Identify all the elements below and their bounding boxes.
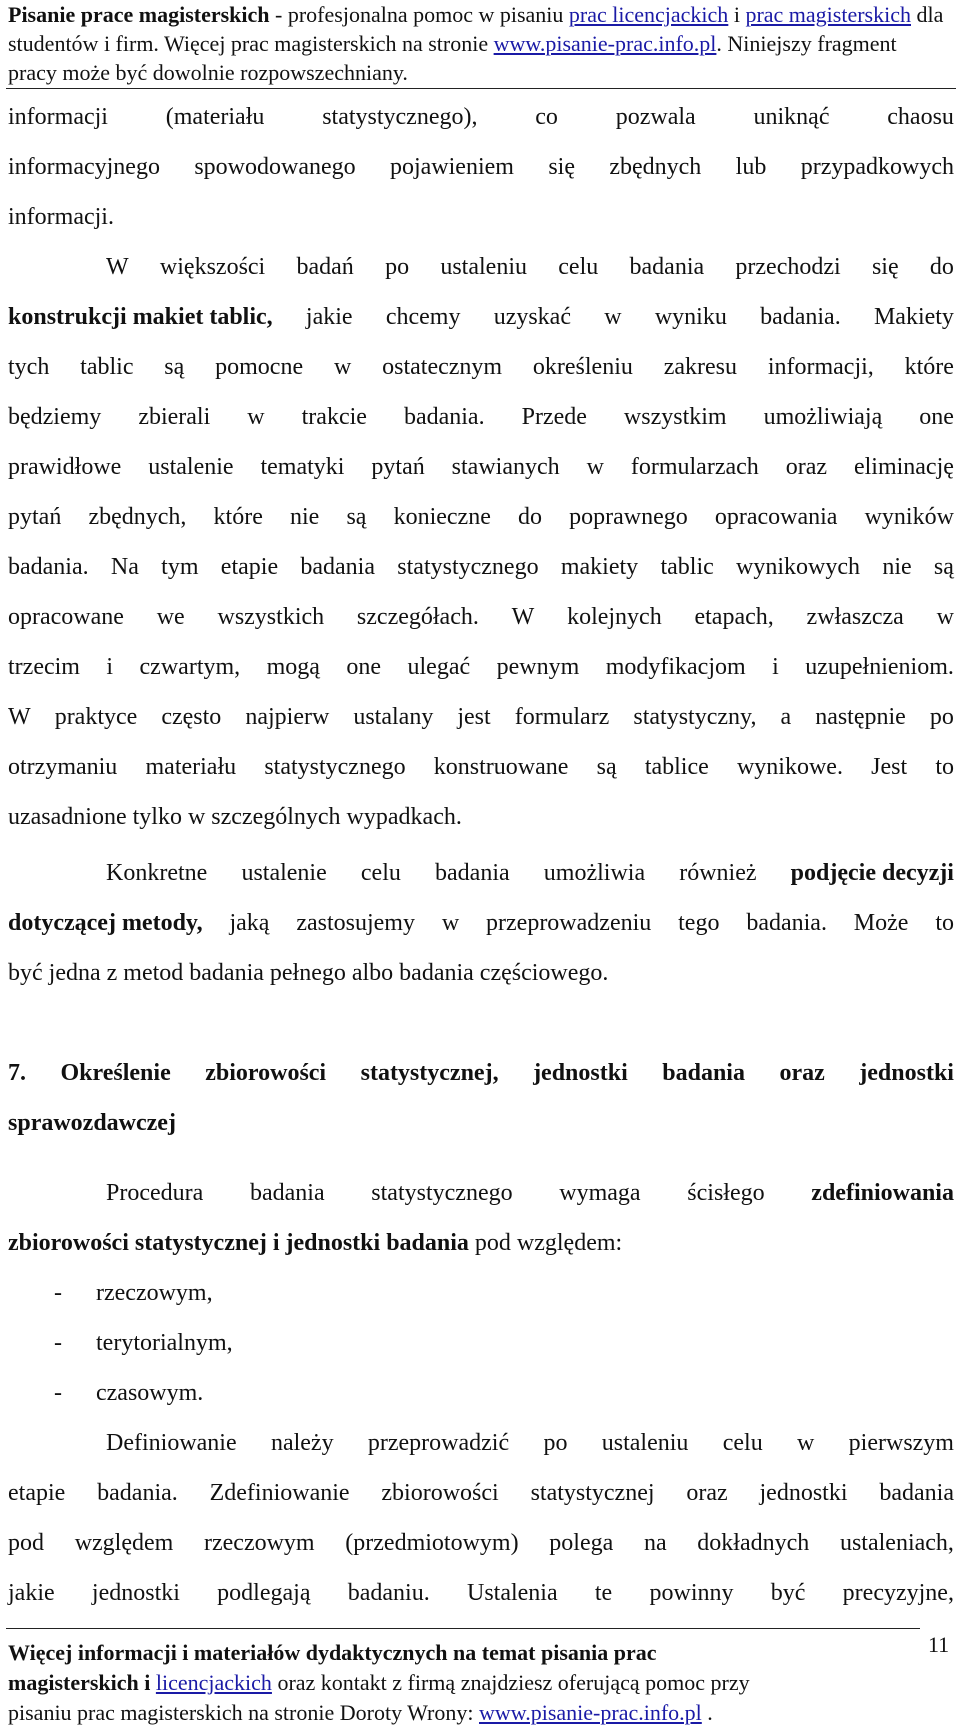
bold-phrase: konstrukcji makiet tablic, bbox=[8, 304, 273, 330]
word: umożliwiają bbox=[763, 404, 883, 430]
text-line bbox=[8, 304, 954, 331]
text-line bbox=[8, 1530, 954, 1557]
word: lub bbox=[735, 154, 767, 180]
word: one bbox=[919, 404, 954, 430]
word: powinny bbox=[649, 1580, 734, 1606]
list-dash: - bbox=[54, 1330, 62, 1356]
word: uniknąć bbox=[753, 104, 830, 130]
word bbox=[8, 304, 273, 331]
word: eliminację bbox=[853, 454, 954, 480]
word: jakie bbox=[305, 304, 353, 330]
word: etapie bbox=[8, 1480, 66, 1506]
footer-bold-text: magisterskich i bbox=[8, 1670, 156, 1695]
word bbox=[791, 860, 954, 887]
text-line bbox=[8, 154, 954, 181]
word: Jest bbox=[871, 754, 908, 780]
word: to bbox=[935, 910, 954, 936]
word: pojawieniem bbox=[389, 154, 514, 180]
word: (materiału bbox=[165, 104, 265, 130]
text-line: uzasadnione tylko w szczególnych wypadkach. bbox=[8, 804, 462, 830]
text-line bbox=[106, 254, 954, 281]
list-dash: - bbox=[54, 1380, 62, 1406]
word: być bbox=[770, 1580, 806, 1606]
word: do bbox=[929, 254, 954, 280]
word: ustaleniu bbox=[440, 254, 527, 280]
word: celu bbox=[722, 1430, 763, 1456]
word: po bbox=[543, 1430, 568, 1456]
text-line bbox=[8, 604, 954, 631]
header-link-magisterskich[interactable]: prac magisterskich bbox=[745, 2, 911, 27]
word: celu bbox=[558, 254, 599, 280]
header-divider bbox=[6, 88, 956, 89]
word: badania. bbox=[760, 304, 841, 330]
header-title: Pisanie prace magisterskich bbox=[8, 2, 270, 27]
word: wymaga bbox=[559, 1180, 641, 1206]
text-line bbox=[8, 654, 954, 681]
word: nie bbox=[289, 504, 320, 530]
text-line: informacji. bbox=[8, 204, 114, 230]
text-run: pod względem: bbox=[468, 1230, 623, 1256]
word: W bbox=[511, 604, 535, 630]
text-line bbox=[8, 554, 954, 581]
word: statystycznego bbox=[264, 754, 406, 780]
word bbox=[811, 1180, 954, 1207]
word: badania. bbox=[8, 554, 89, 580]
word: wynikowych bbox=[736, 554, 861, 580]
word: po bbox=[385, 254, 410, 280]
word: kolejnych bbox=[567, 604, 662, 630]
word: i bbox=[772, 654, 779, 680]
word: formularz bbox=[514, 704, 610, 730]
word: konieczne bbox=[393, 504, 491, 530]
word: są bbox=[596, 754, 617, 780]
word: najpierw bbox=[245, 704, 330, 730]
word: wszystkim bbox=[623, 404, 727, 430]
word: informacyjnego bbox=[8, 154, 160, 180]
word: określeniu bbox=[532, 354, 633, 380]
word: tablice bbox=[644, 754, 709, 780]
word: statystycznej bbox=[530, 1480, 655, 1506]
word: chaosu bbox=[887, 104, 954, 130]
header-link-licencjackich[interactable]: prac licencjackich bbox=[568, 2, 729, 27]
word: należy bbox=[270, 1430, 334, 1456]
word: Przede bbox=[521, 404, 587, 430]
word: po bbox=[929, 704, 954, 730]
word: tablic bbox=[80, 354, 134, 380]
word: jednostki bbox=[759, 1480, 848, 1506]
text-line bbox=[8, 1580, 954, 1607]
word: Definiowanie bbox=[106, 1430, 237, 1456]
text-line bbox=[8, 104, 954, 131]
word: w bbox=[797, 1430, 815, 1456]
word: etapach, bbox=[694, 604, 774, 630]
word: uzupełnieniom. bbox=[805, 654, 954, 680]
text-line bbox=[106, 1430, 954, 1457]
word: Konkretne bbox=[106, 860, 208, 886]
word: dokładnych bbox=[697, 1530, 810, 1556]
word: zakresu bbox=[663, 354, 737, 380]
word: w bbox=[247, 404, 265, 430]
list-item-text: rzeczowym, bbox=[96, 1280, 213, 1306]
text-line bbox=[8, 504, 954, 531]
word: Ustalenia bbox=[466, 1580, 558, 1606]
word: pod bbox=[8, 1530, 44, 1556]
list-item-text: czasowym. bbox=[96, 1380, 204, 1406]
section-heading: sprawozdawczej bbox=[8, 1110, 176, 1136]
word: pomocne bbox=[215, 354, 304, 380]
list-item bbox=[54, 1330, 960, 1357]
word: pytań bbox=[8, 504, 62, 530]
word: tego bbox=[678, 910, 720, 936]
word: szczegółach. bbox=[356, 604, 479, 630]
word: opracowania bbox=[714, 504, 838, 530]
word: precyzyjne, bbox=[842, 1580, 954, 1606]
header-text: - profesjonalna pomoc w pisaniu bbox=[269, 2, 569, 27]
word: ulegać bbox=[407, 654, 471, 680]
text-line bbox=[106, 860, 954, 887]
word: pierwszym bbox=[848, 1430, 954, 1456]
footer-divider bbox=[6, 1628, 920, 1629]
list-item bbox=[54, 1280, 960, 1307]
word: rzeczowym bbox=[204, 1530, 315, 1556]
word: ścisłego bbox=[687, 1180, 765, 1206]
header-text: i bbox=[728, 2, 746, 27]
word: tablic bbox=[660, 554, 714, 580]
header-text: . Niniejszy fragment pracy może być dowolnie rozpowszechniany. bbox=[8, 31, 897, 85]
word: przypadkowych bbox=[800, 154, 954, 180]
word: zbiorowości bbox=[381, 1480, 499, 1506]
word: zbiorowości bbox=[205, 1060, 327, 1086]
word: nie bbox=[882, 554, 912, 580]
word: Może bbox=[853, 910, 909, 936]
list-item-text: terytorialnym, bbox=[96, 1330, 233, 1356]
text-line bbox=[8, 404, 954, 431]
word: ustalenie bbox=[148, 454, 234, 480]
word: oraz bbox=[686, 1480, 728, 1506]
bold-phrase: dotyczącej metody, bbox=[8, 910, 203, 936]
word: które bbox=[213, 504, 263, 530]
word: informacji, bbox=[767, 354, 874, 380]
text-line: być jedna z metod badania pełnego albo badania częściowego. bbox=[8, 960, 609, 986]
footer-bold-text: Więcej informacji i materiałów dydaktycznych na temat pisania prac bbox=[8, 1640, 657, 1665]
word: ostatecznym bbox=[382, 354, 503, 380]
header-text: dla studentów i firm. Więcej prac magisterskich na stronie bbox=[8, 2, 944, 56]
word: w bbox=[441, 910, 460, 936]
word: w bbox=[936, 604, 954, 630]
word: wyniku bbox=[654, 304, 727, 330]
text-line bbox=[8, 1230, 954, 1257]
word: materiału bbox=[145, 754, 237, 780]
word: opracowane bbox=[8, 604, 124, 630]
word: pozwala bbox=[615, 104, 696, 130]
page-header bbox=[8, 0, 948, 87]
word: otrzymaniu bbox=[8, 754, 118, 780]
word: 7. bbox=[8, 1060, 26, 1086]
section-heading bbox=[8, 1060, 954, 1087]
word: uzyskać bbox=[493, 304, 571, 330]
footer-text: . bbox=[701, 1700, 713, 1725]
word: się bbox=[548, 154, 575, 180]
word: praktyce bbox=[54, 704, 138, 730]
word: ustaleniu bbox=[601, 1430, 689, 1456]
word: przeprowadzeniu bbox=[486, 910, 652, 936]
word: co bbox=[535, 104, 558, 130]
text-line bbox=[8, 754, 954, 781]
word: W bbox=[106, 254, 129, 280]
word: jednostki bbox=[859, 1060, 954, 1086]
word: spowodowanego bbox=[194, 154, 356, 180]
word: statystyczny, bbox=[633, 704, 757, 730]
footer-line bbox=[8, 1700, 938, 1726]
word: zbierali bbox=[138, 404, 211, 430]
word: badań bbox=[296, 254, 354, 280]
word: trzecim bbox=[8, 654, 80, 680]
word: jaką bbox=[229, 910, 270, 936]
word: ustalenie bbox=[241, 860, 327, 886]
bold-phrase: zbiorowości statystycznej i jednostki badania bbox=[8, 1230, 469, 1256]
word: przechodzi bbox=[735, 254, 841, 280]
word: wynikowe. bbox=[736, 754, 843, 780]
word: statystycznego bbox=[371, 1180, 513, 1206]
word: jest bbox=[457, 704, 491, 730]
word: badania bbox=[249, 1180, 325, 1206]
word: statystycznego bbox=[397, 554, 539, 580]
word: jednostki bbox=[533, 1060, 628, 1086]
word: jakie bbox=[8, 1580, 55, 1606]
word: Na bbox=[110, 554, 139, 580]
word: W bbox=[8, 704, 31, 730]
word: jednostki bbox=[91, 1580, 180, 1606]
word: konstruowane bbox=[433, 754, 569, 780]
word: etapie bbox=[220, 554, 279, 580]
word: modyfikacjom bbox=[605, 654, 746, 680]
word: do bbox=[517, 504, 542, 530]
footer-link-licencjackich[interactable]: licencjackich bbox=[155, 1670, 272, 1695]
word: większości bbox=[159, 254, 266, 280]
word: badania bbox=[629, 254, 705, 280]
word: formularzach bbox=[630, 454, 759, 480]
text-line bbox=[106, 1180, 954, 1207]
text-line bbox=[8, 704, 954, 731]
header-link-website[interactable]: www.pisanie-prac.info.pl bbox=[493, 31, 717, 56]
word: statystycznej, bbox=[360, 1060, 499, 1086]
word: względem bbox=[74, 1530, 174, 1556]
word: trakcie bbox=[301, 404, 367, 430]
word: również bbox=[679, 860, 757, 886]
word: są bbox=[346, 504, 367, 530]
word: tematyki bbox=[260, 454, 345, 480]
word: czwartym, bbox=[139, 654, 241, 680]
text-line bbox=[8, 1480, 954, 1507]
word: pewnym bbox=[496, 654, 580, 680]
word: we bbox=[156, 604, 185, 630]
word: w bbox=[586, 454, 604, 480]
word bbox=[8, 910, 203, 937]
word: celu bbox=[360, 860, 401, 886]
word: wyników bbox=[864, 504, 954, 530]
footer-text: oraz kontakt z firmą znajdziesz oferującą pomoc przy bbox=[271, 1670, 750, 1695]
word: badania. bbox=[403, 404, 485, 430]
word: w bbox=[333, 354, 352, 380]
word: poprawnego bbox=[569, 504, 688, 530]
word: Procedura bbox=[106, 1180, 204, 1206]
word: badania bbox=[435, 860, 510, 886]
word: pytań bbox=[371, 454, 425, 480]
word: (przedmiotowym) bbox=[345, 1530, 519, 1556]
word: i bbox=[106, 654, 114, 680]
word: Makiety bbox=[873, 304, 954, 330]
word: są bbox=[933, 554, 954, 580]
word: zastosujemy bbox=[296, 910, 415, 936]
footer-line bbox=[8, 1670, 938, 1696]
word: te bbox=[594, 1580, 613, 1606]
word: tym bbox=[161, 554, 199, 580]
word: Określenie bbox=[60, 1060, 171, 1086]
word: zwłaszcza bbox=[806, 604, 904, 630]
word: badania bbox=[300, 554, 375, 580]
word: które bbox=[904, 354, 954, 380]
word: prawidłowe bbox=[8, 454, 122, 480]
word: umożliwia bbox=[543, 860, 646, 886]
bold-phrase: podjęcie decyzji bbox=[790, 860, 954, 886]
word: badania bbox=[879, 1480, 954, 1506]
word: zbędnych, bbox=[88, 504, 187, 530]
word: mogą bbox=[266, 654, 320, 680]
list-dash: - bbox=[54, 1280, 62, 1306]
word: badaniu. bbox=[347, 1580, 430, 1606]
word: ustalany bbox=[353, 704, 434, 730]
word: one bbox=[346, 654, 382, 680]
word: się bbox=[871, 254, 899, 280]
word: podlegają bbox=[217, 1580, 311, 1606]
footer-link-website[interactable]: www.pisanie-prac.info.pl bbox=[479, 1700, 702, 1725]
word: statystycznego), bbox=[322, 104, 478, 130]
text-line bbox=[8, 454, 954, 481]
word: oraz bbox=[779, 1060, 825, 1086]
word: są bbox=[164, 354, 185, 380]
word: ustaleniach, bbox=[839, 1530, 954, 1556]
word: polega bbox=[549, 1530, 614, 1556]
footer-text: pisaniu prac magisterskich na stronie Doroty Wrony: bbox=[8, 1700, 479, 1725]
word: informacji bbox=[8, 104, 108, 130]
word: zbędnych bbox=[609, 154, 702, 180]
word: chcemy bbox=[385, 304, 461, 330]
word: w bbox=[604, 304, 622, 330]
word: badania. bbox=[97, 1480, 178, 1506]
word: oraz bbox=[785, 454, 828, 480]
word: makiety bbox=[560, 554, 639, 580]
word: stawianych bbox=[451, 454, 560, 480]
word: na bbox=[643, 1530, 667, 1556]
footer-line bbox=[8, 1640, 938, 1666]
word: będziemy bbox=[8, 404, 102, 430]
word: badania. bbox=[746, 910, 827, 936]
text-line bbox=[8, 354, 954, 381]
word: a bbox=[780, 704, 792, 730]
page-number: 11 bbox=[928, 1632, 950, 1657]
word: wszystkich bbox=[217, 604, 325, 630]
word: to bbox=[935, 754, 954, 780]
bold-phrase: zdefiniowania bbox=[811, 1180, 954, 1206]
word: przeprowadzić bbox=[367, 1430, 510, 1456]
list-item bbox=[54, 1380, 960, 1407]
text-line bbox=[8, 910, 954, 937]
word: badania bbox=[662, 1060, 745, 1086]
word: Zdefiniowanie bbox=[209, 1480, 350, 1506]
word: często bbox=[161, 704, 222, 730]
word: tych bbox=[8, 354, 50, 380]
word: następnie bbox=[815, 704, 906, 730]
